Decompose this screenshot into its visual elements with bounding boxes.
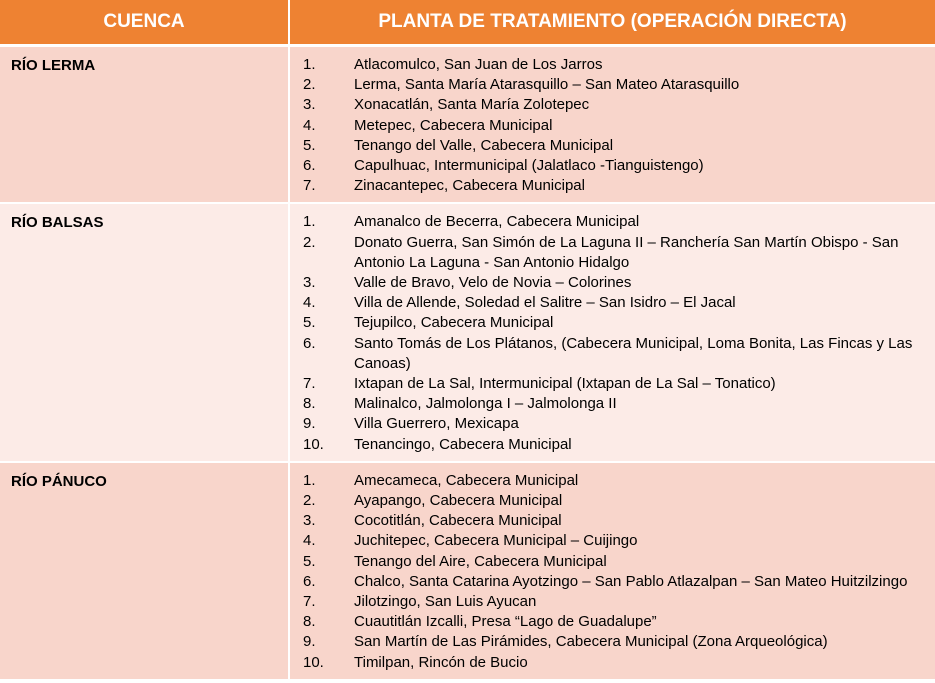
plant-name: Ixtapan de La Sal, Intermunicipal (Ixtapan de La Sal – Tonatico)	[354, 375, 776, 393]
plant-list-item	[290, 531, 935, 551]
cuenca-name: RÍO BALSAS	[0, 203, 289, 461]
plant-list-item	[290, 374, 935, 394]
plant-name: Timilpan, Rincón de Bucio	[354, 653, 528, 671]
plant-name: Santo Tomás de Los Plátanos, (Cabecera Municipal, Loma Bonita, Las Fincas y Las Canoas)	[354, 334, 913, 372]
plant-list-item	[290, 55, 935, 75]
plant-list-item	[290, 552, 935, 572]
plant-name: Jilotzingo, San Luis Ayucan	[354, 593, 537, 611]
plant-list-item	[290, 293, 935, 313]
header-cuenca: CUENCA	[0, 0, 289, 46]
plant-number: 3.	[303, 512, 316, 530]
plant-list-item	[290, 95, 935, 115]
plant-number: 5.	[303, 314, 316, 332]
plant-name: Valle de Bravo, Velo de Novia – Colorines	[354, 274, 632, 292]
plant-name: San Martín de Las Pirámides, Cabecera Municipal (Zona Arqueológica)	[354, 633, 828, 651]
table-row-panuco	[0, 462, 935, 680]
plant-list-cell	[289, 46, 935, 204]
plant-name: Tejupilco, Cabecera Municipal	[354, 314, 554, 332]
table-row-lerma	[0, 46, 935, 204]
plant-name: Amecameca, Cabecera Municipal	[354, 471, 579, 489]
table-row-balsas	[0, 203, 935, 461]
plant-number: 3.	[303, 274, 316, 292]
plant-list-item	[290, 632, 935, 652]
plant-number: 4.	[303, 116, 316, 134]
plant-number: 4.	[303, 294, 316, 312]
plant-number: 8.	[303, 613, 316, 631]
plant-list	[290, 212, 935, 454]
plant-name: Atlacomulco, San Juan de Los Jarros	[354, 56, 603, 73]
plant-list-item	[290, 116, 935, 136]
plant-number: 5.	[303, 136, 316, 154]
plant-list-item	[290, 414, 935, 434]
plant-list-item	[290, 592, 935, 612]
plant-list	[290, 471, 935, 673]
plant-list-item	[290, 572, 935, 592]
plant-number: 8.	[303, 395, 316, 413]
plant-name: Tenango del Valle, Cabecera Municipal	[354, 136, 614, 154]
plant-number: 4.	[303, 532, 316, 550]
plant-list-item	[290, 136, 935, 156]
plant-name: Villa Guerrero, Mexicapa	[354, 415, 519, 433]
plant-number: 2.	[303, 492, 316, 510]
plant-number: 10.	[303, 653, 324, 671]
plant-number: 9.	[303, 633, 316, 651]
plant-number: 7.	[303, 177, 316, 195]
plant-list-item	[290, 313, 935, 333]
plant-number: 7.	[303, 593, 316, 611]
plant-list-item	[290, 75, 935, 95]
plant-list-item	[290, 394, 935, 414]
plant-name: Lerma, Santa María Atarasquillo – San Mateo Atarasquillo	[354, 76, 740, 94]
plant-name: Zinacantepec, Cabecera Municipal	[354, 177, 585, 195]
plant-list-item	[290, 511, 935, 531]
cuenca-name: RÍO LERMA	[0, 46, 289, 204]
plant-name: Cocotitlán, Cabecera Municipal	[354, 512, 562, 530]
plant-number: 10.	[303, 435, 324, 453]
plant-name: Donato Guerra, San Simón de La Laguna II – Ranchería San Martín Obispo - San Antonio La Laguna - San Antonio Hidalgo	[354, 233, 899, 271]
plant-list-item	[290, 653, 935, 673]
plant-number: 6.	[303, 572, 316, 590]
table-header	[0, 0, 935, 46]
plant-list-item	[290, 176, 935, 196]
plant-number: 2.	[303, 233, 316, 251]
plant-list	[290, 55, 935, 196]
plant-number: 6.	[303, 157, 316, 175]
plant-list-item	[290, 273, 935, 293]
plant-number: 5.	[303, 552, 316, 570]
plant-name: Juchitepec, Cabecera Municipal – Cuijingo	[354, 532, 638, 550]
plant-number: 3.	[303, 96, 316, 114]
plant-list-item	[290, 471, 935, 491]
plant-number: 9.	[303, 415, 316, 433]
plant-name: Xonacatlán, Santa María Zolotepec	[354, 96, 590, 114]
plant-list-item	[290, 212, 935, 232]
plant-name: Amanalco de Becerra, Cabecera Municipal	[354, 213, 640, 231]
plant-name: Chalco, Santa Catarina Ayotzingo – San Pablo Atlazalpan – San Mateo Huitzilzingo	[354, 572, 908, 590]
table-body	[0, 46, 935, 680]
plant-list-cell	[289, 203, 935, 461]
plant-name: Tenango del Aire, Cabecera Municipal	[354, 552, 607, 570]
plant-name: Cuautitlán Izcalli, Presa “Lago de Guadalupe”	[354, 613, 657, 631]
header-planta: PLANTA DE TRATAMIENTO (OPERACIÓN DIRECTA)	[289, 0, 935, 46]
plant-list-item	[290, 491, 935, 511]
plant-list-cell	[289, 462, 935, 680]
plant-list-item	[290, 233, 935, 273]
plant-name: Metepec, Cabecera Municipal	[354, 116, 553, 134]
plant-number: 1.	[303, 56, 316, 73]
plant-list-item	[290, 612, 935, 632]
plant-name: Tenancingo, Cabecera Municipal	[354, 435, 572, 453]
plant-name: Villa de Allende, Soledad el Salitre – San Isidro – El Jacal	[354, 294, 736, 312]
plant-list-item	[290, 156, 935, 176]
plant-name: Capulhuac, Intermunicipal (Jalatlaco -Tianguistengo)	[354, 157, 704, 175]
plant-list-item	[290, 334, 935, 374]
plant-number: 7.	[303, 375, 316, 393]
plant-number: 2.	[303, 76, 316, 94]
plant-number: 1.	[303, 213, 316, 231]
cuenca-name: RÍO PÁNUCO	[0, 462, 289, 680]
plant-name: Ayapango, Cabecera Municipal	[354, 492, 563, 510]
plant-list-item	[290, 435, 935, 455]
plant-number: 6.	[303, 334, 316, 352]
plant-number: 1.	[303, 471, 316, 489]
plant-name: Malinalco, Jalmolonga I – Jalmolonga II	[354, 395, 617, 413]
